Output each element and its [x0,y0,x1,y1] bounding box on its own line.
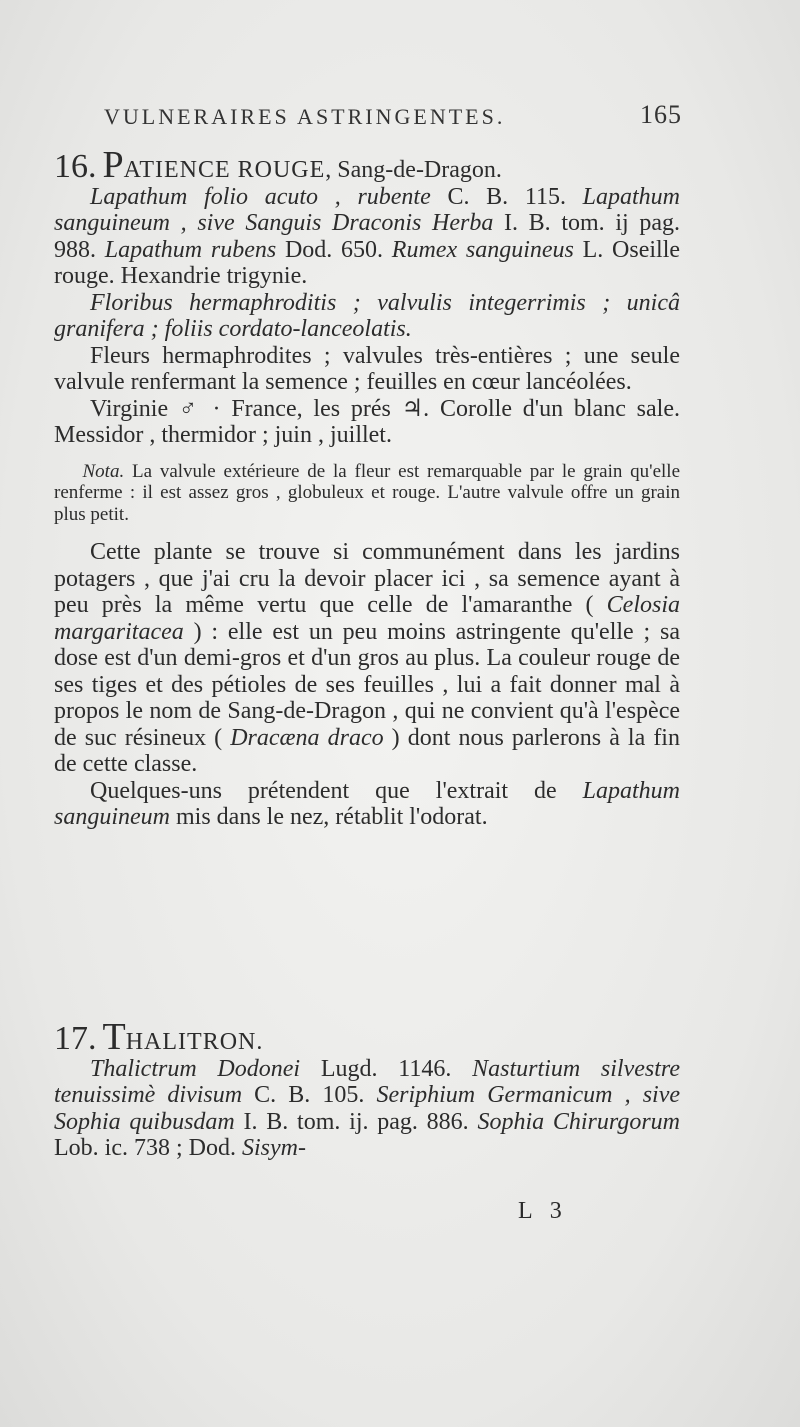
text-run: Celosia margaritacea [54,592,680,645]
text-run: I. B. tom. ij pag. 988. [54,210,681,263]
text-run: Lapathum rubens [104,236,277,263]
text-run: ) : elle est un peu moins astringente qu'elle ; sa dose est d'un demi-gros et d'un gros au plus. La couleur rouge de ses tiges et des pétioles de ses feuilles , lui a fait donner mal à propos le nom de Sang-de-Dragon , qui ne convient qu'à l'espèce de suc résineux ( [54,618,680,751]
page-number: 165 [640,100,682,129]
entry-17-synonyms [54,1056,680,1162]
text-run: Lapathum sanguineum [54,777,680,830]
entry-17-name: HALITRON. [125,1029,264,1055]
entry-16-description: Fleurs hermaphrodites ; valvules très-entières ; une seule valvule renfermant la semence ; feuilles en cœur lancéolées. [54,342,680,395]
text-run: Cette plante se trouve si communément dans les jardins potagers , que j'ai cru la devoir placer ici , sa semence ayant à peu près la même vertu que celle de l'amaranthe ( [54,539,680,618]
entry-16-habitat: Virginie ♂ · France, les prés ♃. Corolle d'un blanc sale. Messidor , thermidor ; juin , juillet. [54,395,680,448]
text-run: I. B. tom. ij. pag. 886. [234,1108,478,1135]
text-run: Seriphium Germanicum , sive Sophia quibusdam [54,1082,681,1135]
text-run: Lapathum folio acuto , rubente [90,183,431,210]
entry-17-heading [54,1016,680,1058]
text-run: Rumex sanguineus [391,236,574,263]
entry-16-heading [54,144,680,186]
text-run: Thalictrum Dodonei [90,1055,301,1082]
text-run: Lugd. 1146. [300,1055,473,1082]
text-run: Quelques-uns prétendent que l'extrait de [90,777,583,804]
entry-17 [54,1016,681,1162]
entry-16-paragraph-2 [54,778,680,831]
text-run: Sisym- [241,1135,306,1161]
entry-16-nota [54,461,680,526]
running-head [104,100,682,130]
signature-mark: L 3 [518,1198,568,1224]
text-run: ) dont nous parlerons à la fin de cette classe. [54,724,680,777]
nota-label: Nota. [82,460,125,482]
entry-16-name: ATIENCE ROUGE [123,157,326,183]
entry-16-name-tail: , Sang-de-Dragon. [325,157,502,183]
entry-16 [54,144,681,831]
entry-16-paragraph-1 [54,539,680,778]
entry-16-initial: P [102,144,124,186]
entry-17-initial: T [102,1016,126,1058]
text-run: C. B. 105. [242,1082,377,1108]
text-run: L. Oseille rouge. Hexandrie trigynie. [54,236,681,289]
running-head-title: VULNERAIRES ASTRINGENTES. [104,104,506,129]
text-run: mis dans le nez, rétablit l'odorat. [170,804,488,830]
text-run: Dod. 650. [276,236,392,263]
text-run: Dracæna draco [230,724,384,751]
entry-17-number: 17. [54,1020,97,1057]
text-run: C. B. 115. [430,183,583,210]
text-run: Lob. ic. 738 ; Dod. [54,1135,242,1161]
text-run: Sophia Chirurgorum [477,1108,681,1135]
entry-16-diagnosis: Floribus hermaphroditis ; valvulis integerrimis ; unicâ granifera ; foliis cordato-lanceolatis. [54,289,680,342]
entry-16-synonyms [54,184,680,290]
entry-16-number: 16. [54,148,97,185]
text-run: Nasturtium silvestre tenuissimè divisum [54,1055,680,1108]
text-run: Lapathum sanguineum , sive Sanguis Draconis Herba [54,183,680,236]
nota-text: La valvule extérieure de la fleur est remarquable par le grain qu'elle renferme : il est assez gros , globuleux et rouge. L'autre valvule offre un grain plus petit. [54,460,680,525]
